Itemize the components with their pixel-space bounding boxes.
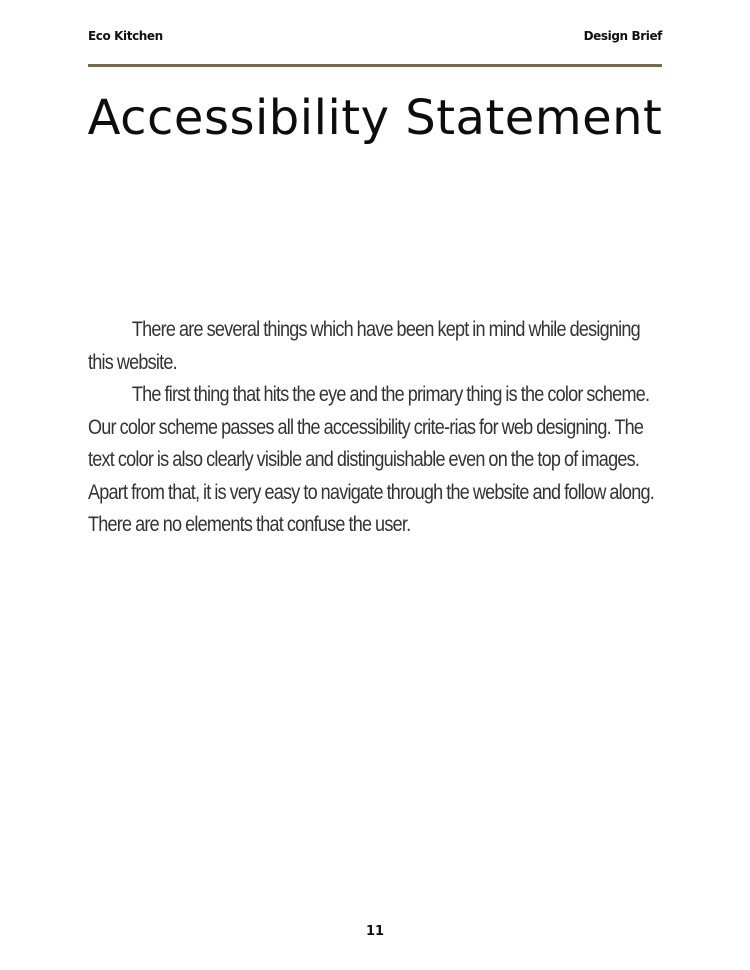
statement-body	[88, 314, 656, 542]
statement-paragraph-2: The first thing that hits the eye and the primary thing is the color scheme. Our color scheme passes all the accessibility crite-rias for web designing. The text color is also clearly visible and distinguishable even on the top of images. Apart from that, it is very easy to navigate through the website and follow along. There are no elements that confuse the user.	[88, 383, 654, 536]
page-header	[88, 26, 662, 46]
page-number: 11	[365, 924, 385, 939]
header-brand: Eco Kitchen	[88, 29, 163, 43]
statement-paragraph-1: There are several things which have been kept in mind while designing this website.	[88, 318, 640, 374]
page-title: Accessibility Statement	[87, 90, 663, 146]
header-doc-type: Design Brief	[583, 29, 662, 43]
header-divider	[88, 64, 662, 67]
